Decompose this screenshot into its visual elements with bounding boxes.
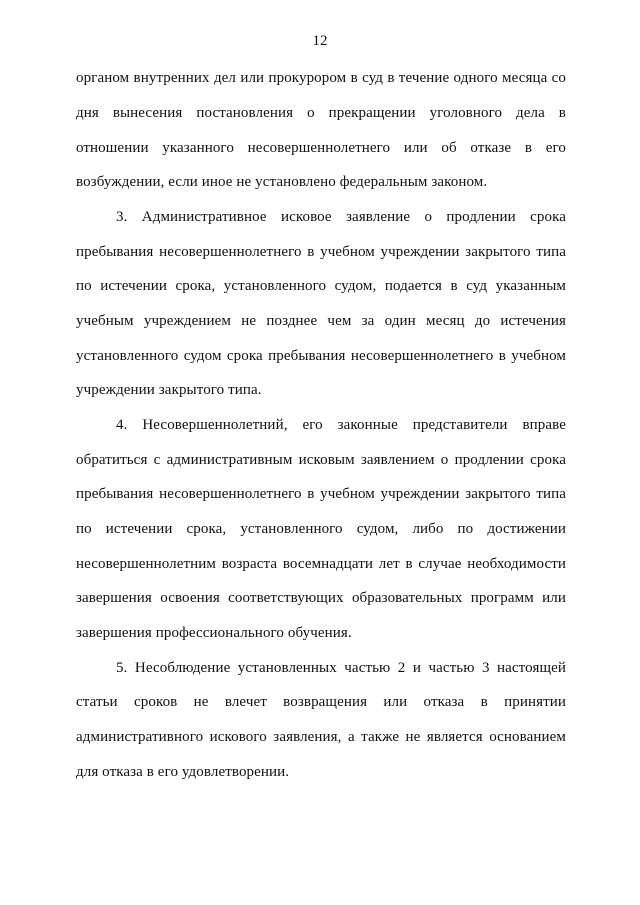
text-line: отношении указанного несовершеннолетнего или об отказе в его	[76, 140, 566, 156]
text-line: завершения профессионального обучения.	[76, 625, 352, 641]
text-line: завершения освоения соответствующих образовательных программ или	[76, 590, 566, 606]
paragraph-4-first-line: 4. Несовершеннолетний, его законные представители вправе	[116, 417, 566, 433]
page-number: 12	[312, 33, 328, 49]
text-line: пребывания несовершеннолетнего в учебном учреждении закрытого типа	[76, 486, 566, 502]
text-line: для отказа в его удовлетворении.	[76, 764, 290, 780]
text-line: возбуждении, если иное не установлено федеральным законом.	[76, 174, 488, 190]
text-line: несовершеннолетним возраста восемнадцати лет в случае необходимости	[76, 556, 566, 572]
paragraph-5-first-line: 5. Несоблюдение установленных частью 2 и частью 3 настоящей	[116, 660, 566, 676]
text-line: по истечении срока, установленного судом, подается в суд указанным	[76, 278, 566, 294]
text-line: дня вынесения постановления о прекращении уголовного дела в	[76, 105, 566, 121]
paragraph-3-first-line: 3. Административное исковое заявление о продлении срока	[116, 209, 566, 225]
text-line: пребывания несовершеннолетнего в учебном учреждении закрытого типа	[76, 244, 566, 260]
text-line: обратиться с административным исковым заявлением о продлении срока	[76, 452, 566, 468]
text-line: учебным учреждением не позднее чем за один месяц до истечения	[76, 313, 566, 329]
text-line: установленного судом срока пребывания несовершеннолетнего в учебном	[76, 348, 566, 364]
text-line: учреждении закрытого типа.	[76, 382, 262, 398]
text-line: органом внутренних дел или прокурором в суд в течение одного месяца со	[76, 70, 566, 86]
text-line: статьи сроков не влечет возвращения или отказа в принятии	[76, 694, 566, 710]
text-line: по истечении срока, установленного судом, либо по достижении	[76, 521, 566, 537]
text-line: административного искового заявления, а также не является основанием	[76, 729, 566, 745]
